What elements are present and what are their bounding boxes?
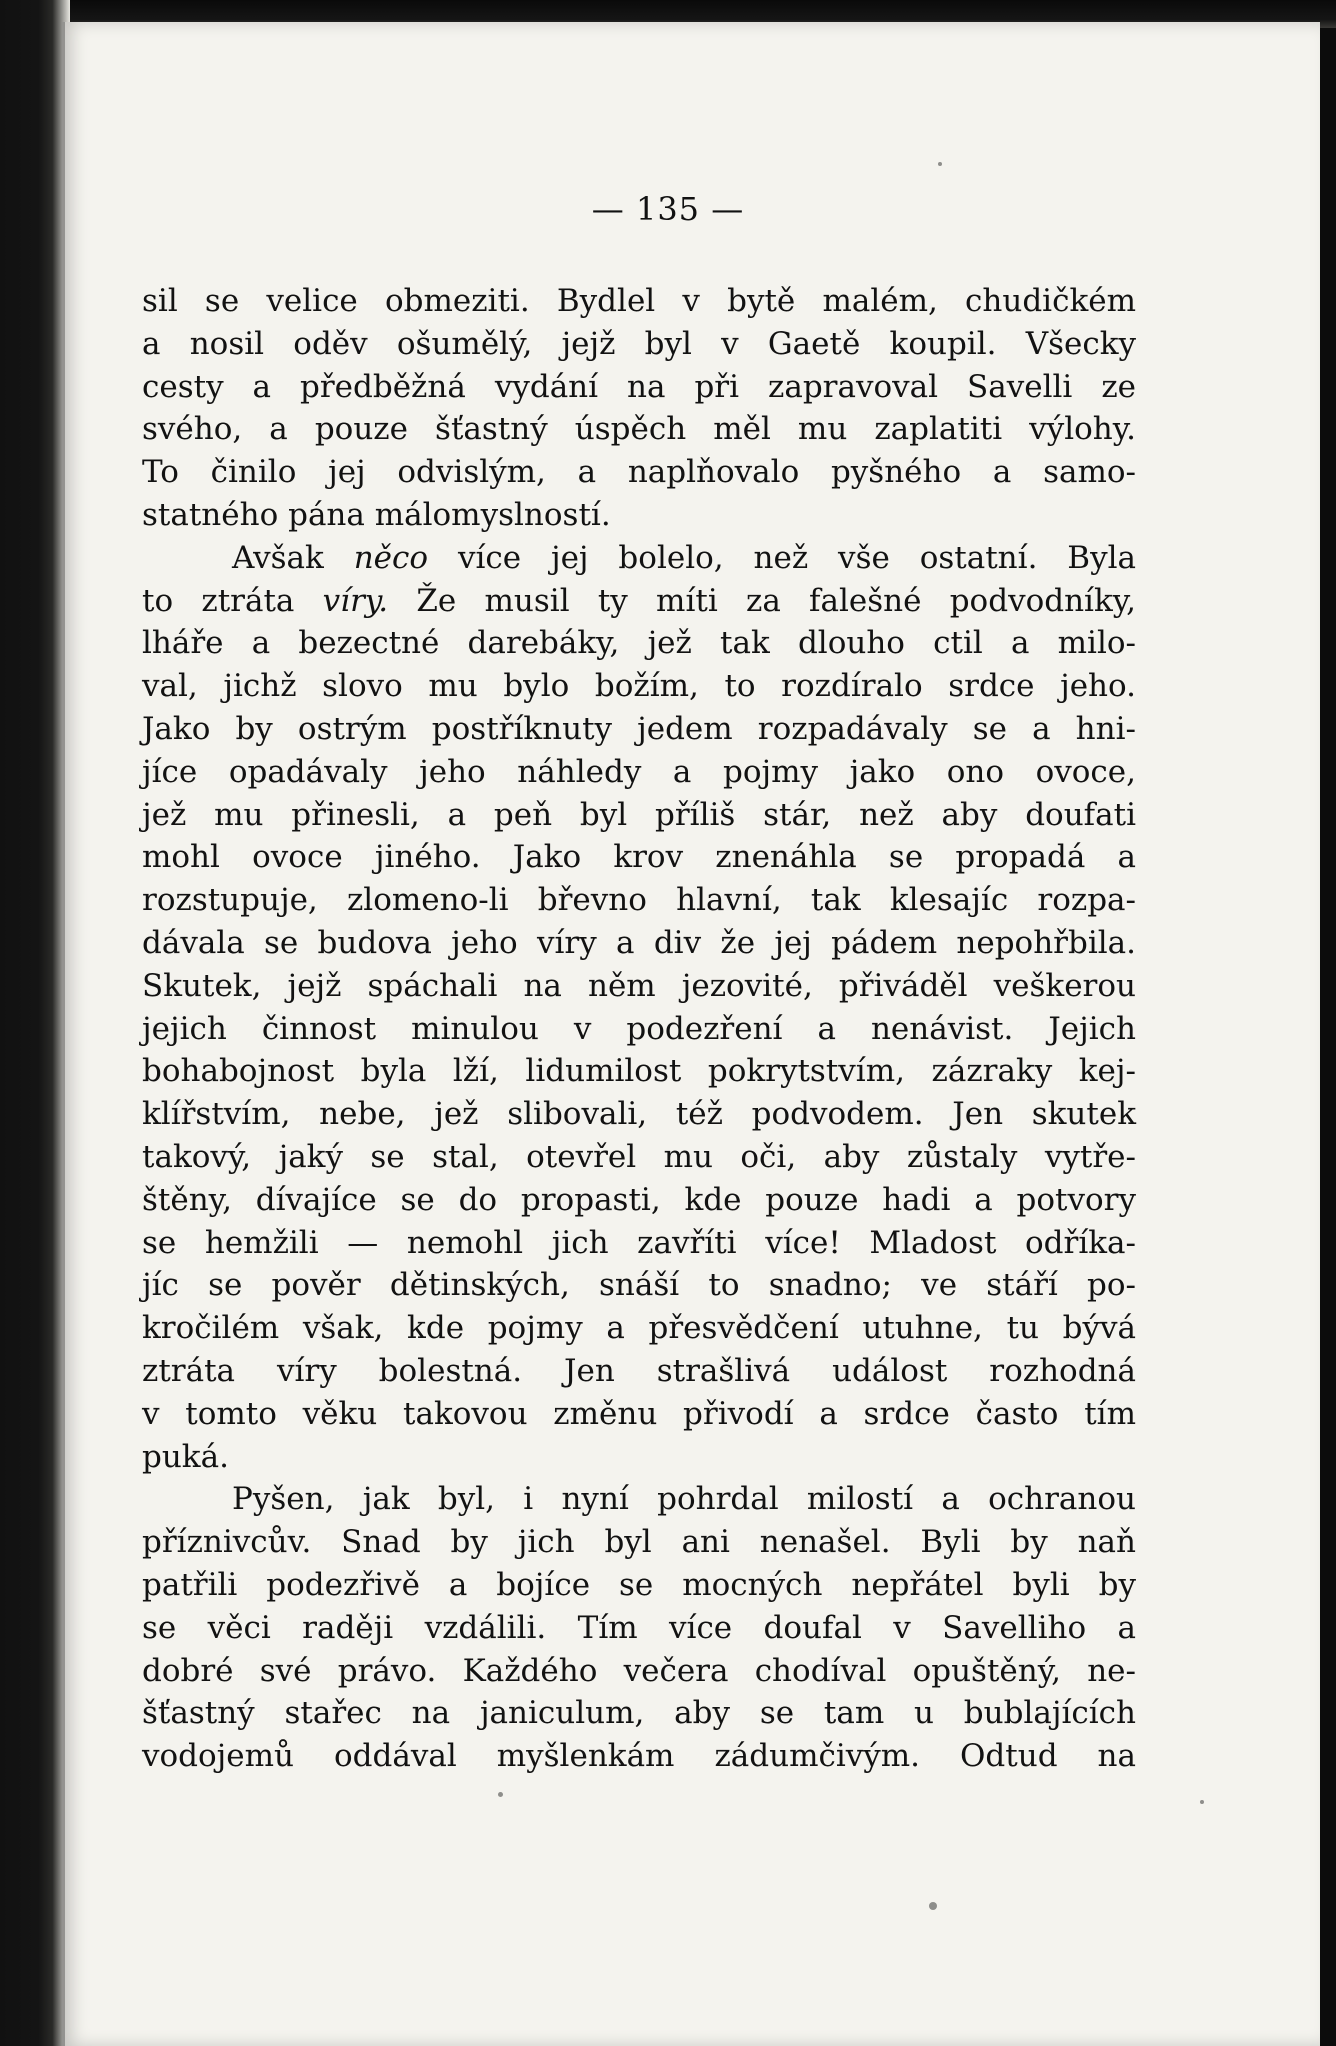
text-line: puká. [142,1438,229,1475]
paper-speck [498,1792,503,1797]
paper-speck [938,162,942,166]
text-line: val, jichž slovo mu bylo božím, to rozdíralo srdce jeho. [142,668,1136,705]
page-spine-edge [62,22,65,2046]
text-line: Pyšen, jak byl, i nyní pohrdal milostí a ochranou [232,1481,1136,1518]
text-line: štěny, dívajíce se do propasti, kde pouze hadi a potvory [142,1181,1136,1218]
line-segment: Že musil ty míti za falešné podvodníky, [388,582,1137,619]
text-line: jejich činnost minulou v podezření a nenávist. Jejich [142,1010,1136,1047]
line-segment: Avšak [232,539,354,576]
text-line: lháře a bezectné darebáky, jež tak dlouho ctil a milo- [142,625,1136,662]
emphasis: něco [353,539,429,576]
text-line: příznivcův. Snad by jich byl ani nenašel. Byli by naň [142,1524,1136,1561]
text-line: Skutek, jejž spáchali na něm jezovité, přiváděl veškerou [142,967,1136,1004]
scan-border-left [0,0,70,2046]
text-line: patřili podezřivě a bojíce se mocných nepřátel byli by [142,1566,1136,1603]
text-line: bohabojnost byla lží, lidumilost pokrytstvím, zázraky kej- [142,1053,1136,1090]
text-line: šťastný stařec na janiculum, aby se tam u bublajících [142,1695,1136,1732]
text-line: mohl ovoce jiného. Jako krov znenáhla se propadá a [142,839,1136,876]
text-line: se hemžili — nemohl jich zavříti více! Mladost odříka- [142,1224,1136,1261]
text-line: kročilém však, kde pojmy a přesvědčení utuhne, tu bývá [142,1310,1136,1347]
text-line: sil se velice obmeziti. Bydlel v bytě malém, chudičkém [142,283,1136,319]
text-line [142,537,1136,580]
page-number: — 135 — [591,190,745,228]
paper-speck [1200,1800,1204,1804]
text-line: jíce opadávaly jeho náhledy a pojmy jako ono ovoce, [142,753,1136,790]
paper-speck [929,1902,937,1910]
text-line: ztráta víry bolestná. Jen strašlivá událost rozhodná [142,1352,1136,1389]
text-line: svého, a pouze šťastný úspěch měl mu zaplatiti výlohy. [142,411,1136,448]
line-segment: více jej bolelo, než vše ostatní. Byla [428,539,1136,576]
text-line: se věci raději vzdálili. Tím více doufal v Savelliho a [142,1609,1136,1646]
text-line: takový, jaký se stal, otevřel mu oči, aby zůstaly vytře- [142,1138,1136,1175]
text-line: rozstupuje, zlomeno-li břevno hlavní, tak klesajíc rozpa- [142,882,1136,919]
text-line: v tomto věku takovou změnu přivodí a srdce často tím [142,1395,1136,1432]
body-text [142,280,1136,1778]
text-line: dobré své právo. Každého večera chodíval opuštěný, ne- [142,1652,1136,1689]
text-line: statného pána málomyslností. [142,496,611,533]
line-segment: to ztráta [142,582,323,619]
text-line: cesty a předběžná vydání na při zapravoval Savelli ze [142,368,1136,405]
text-line: jíc se pověr dětinských, snáší to snadno; ve stáří po- [142,1267,1136,1304]
text-line: a nosil oděv ošumělý, jejž byl v Gaetě koupil. Všecky [142,325,1136,362]
text-line: jež mu přinesli, a peň byl příliš stár, než aby doufati [142,796,1136,833]
text-line: Jako by ostrým postříknuty jedem rozpadávaly se a hni- [142,710,1136,747]
emphasis: víry. [322,582,389,619]
text-line: vodojemů oddával myšlenkám zádumčivým. Odtud na [142,1738,1136,1775]
text-line: klířstvím, nebe, jež slibovali, též podvodem. Jen skutek [142,1096,1136,1133]
text-line: To činilo jej odvislým, a naplňovalo pyšného a samo- [142,454,1136,491]
text-line: dávala se budova jeho víry a div že jej pádem nepohřbila. [142,924,1136,961]
text-line [142,580,1136,623]
